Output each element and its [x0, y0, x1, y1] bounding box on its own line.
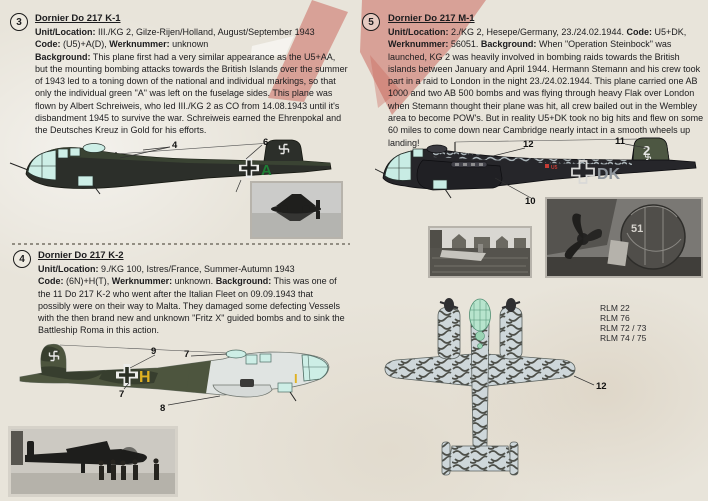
k1-bg-text: This plane first had a very similar appearance as the U5+AA, but the mounting bombing attacks towards the British Islands over the summer of 1943 led to a toning down of the national and individual markings, so that only the individual green "A" was left on the fuselage sides. This plane was flown by Albert Schreiweis, who led III./KG 2 as CO from 14.08.1943 until it's disbandment 1945 to survive the war. Schreiweis earned the Ehrenpokal and the Deutsches Kreuz in Gold for his efforts. — [35, 51, 348, 136]
k2-werk-value: unknown. — [174, 276, 214, 287]
photo-k1-in-flight — [250, 181, 343, 239]
section-4-num: 4 — [19, 253, 25, 265]
k2-code-label: Code: — [38, 276, 64, 287]
topview-right-nacelle — [500, 307, 522, 359]
section-number-3 — [10, 13, 28, 31]
m1-unit-label: Unit/Location: — [388, 27, 449, 37]
callout-6: 6 — [263, 137, 269, 148]
m1-top-view-drawing — [380, 296, 620, 501]
k1-werk-value: unknown — [172, 39, 209, 50]
callout-12b: 12 — [596, 381, 607, 392]
callout-12: 12 — [523, 139, 534, 150]
section-k1-text — [35, 13, 348, 137]
topview-right-wing — [487, 354, 575, 386]
m1-code-value: U5+DK, — [654, 27, 687, 37]
photo-nose-number: 51 — [631, 223, 644, 235]
k2-unit-line — [38, 263, 348, 275]
k2-unit-value: 9./KG 100, Istres/France, Summer-Autumn 1943 — [101, 264, 295, 274]
k2-bg-text: This was one of the 11 Do 217 K-2 who went after the Italian Fleet on 09.09.1943 that possibly were on their way to Malta. They damaged some defecting Vessels with the then brand new and unknown "Fritz X" guided bombs and to sink the Battleship Roma in this action. — [38, 276, 345, 336]
m1-stencil: U5 — [551, 165, 558, 171]
rlm-item: RLM 74 / 75 — [600, 333, 647, 343]
k1-code-line — [35, 38, 348, 50]
k2-nose-glazing — [302, 355, 328, 381]
callout-8: 8 — [160, 403, 166, 414]
m1-tail-number: 2 — [643, 143, 651, 158]
callout-9: 9 — [151, 346, 157, 357]
section-divider — [12, 243, 350, 245]
section-5-num: 5 — [368, 16, 374, 28]
k2-title: Dornier Do 217 K-2 — [38, 250, 124, 261]
m1-code-letters: DK — [597, 166, 621, 183]
photo-k2-crew — [8, 426, 178, 497]
m1-title: Dornier Do 217 M-1 — [388, 13, 475, 24]
callout-11: 11 — [615, 136, 626, 147]
m1-bg-label: Background: — [480, 39, 537, 50]
k1-background — [35, 51, 348, 137]
rlm-item: RLM 22 — [600, 303, 630, 313]
k2-body — [38, 275, 348, 336]
section-number-5 — [362, 13, 380, 31]
k1-code-label: Code: — [35, 39, 61, 50]
k2-code-letter: H — [139, 369, 151, 386]
k1-code-value: (U5)+A(D), — [63, 39, 107, 50]
m1-code-label: Code: — [626, 27, 652, 37]
m1-werk-label: Werknummer: — [388, 39, 449, 50]
k1-canopy-bump — [83, 144, 105, 153]
rlm-item: RLM 72 / 73 — [600, 323, 647, 333]
m1-body — [388, 26, 704, 149]
section-m1-text — [388, 13, 704, 149]
k2-unit-label: Unit/Location: — [38, 264, 99, 274]
callout-7a: 7 — [184, 349, 190, 360]
topview-left-nacelle — [438, 307, 460, 359]
k1-unit-value: III./KG 2, Gilze-Rijen/Holland, August/September 1943 — [98, 27, 315, 37]
k1-code-letter: A — [261, 162, 272, 179]
k1-werk-label: Werknummer: — [109, 39, 170, 50]
section-3-num: 3 — [16, 16, 22, 28]
k2-werk-label: Werknummer: — [111, 276, 173, 287]
k1-unit-label: Unit/Location: — [35, 27, 96, 37]
m1-photo-nose-dome — [621, 205, 685, 269]
callout-10: 10 — [525, 196, 536, 207]
callout-7b: 7 — [119, 389, 125, 400]
k2-nose-bar: I — [294, 371, 298, 386]
k1-title: Dornier Do 217 K-1 — [35, 13, 121, 24]
m1-tail-fin — [633, 138, 669, 160]
m1-werk-value: 56051. — [450, 39, 479, 50]
k2-code-value: (6N)+H(T), — [66, 276, 110, 287]
m1-unit-value: 2./KG 2, Hesepe/Germany, 23./24.02.1944. — [451, 27, 624, 37]
rlm-item: RLM 76 — [600, 313, 630, 323]
k1-bg-label: Background: — [35, 51, 91, 62]
k1-unit-line — [35, 26, 348, 38]
k2-bg-label: Background: — [215, 276, 272, 287]
m1-nose-glazing — [385, 151, 411, 181]
section-number-4 — [13, 250, 31, 268]
photo-m1-nose — [545, 197, 703, 278]
topview-left-wing — [385, 354, 473, 386]
section-k2-text — [38, 250, 348, 337]
topview-tailplane — [447, 446, 513, 471]
k2-profile-drawing — [8, 341, 348, 433]
callout-4: 4 — [172, 140, 178, 151]
photo-m1-field — [428, 226, 532, 278]
m1-bg-text: When "Operation Steinbock" was launched, KG 2 was heavily involved in bombing raids towards the British islands between January and April 1944. Hermann Stemann and his crew took part in a raid to London in the night 23./24.02.1944. This plane carried one AB 1000 and two AB 500 bombs and was flying through heavy Flak over London when Stemann thought their plane was hit, all crew bailed out in the Wembley area to become POW's. But in reality U5+DK took no big hits and flew on some 60 miles to come down near Cambridge nearly intact in a smooth wheels up landing! — [388, 39, 704, 148]
